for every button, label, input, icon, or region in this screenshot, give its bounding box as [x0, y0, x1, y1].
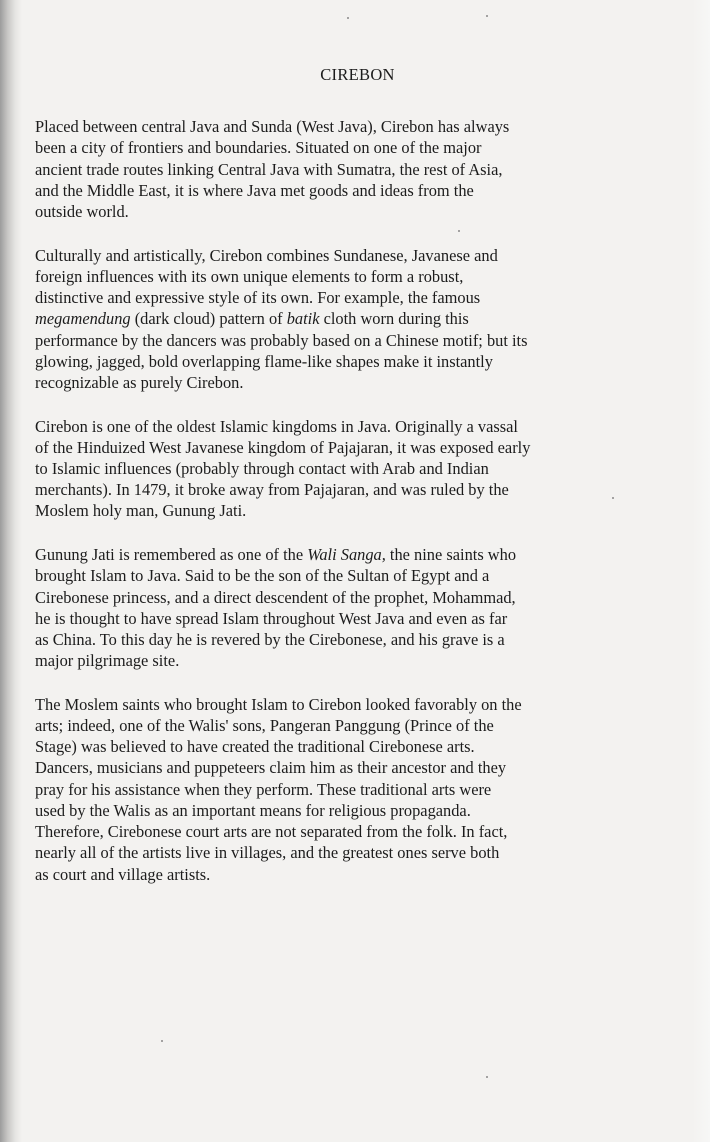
text-segment: (dark cloud) pattern of: [130, 309, 287, 329]
text-segment: nearly all of the artists live in villages, and the greatest ones serve both: [35, 843, 500, 863]
paragraph: [35, 694, 660, 885]
text-segment: megamendung: [35, 309, 131, 329]
text-segment: used by the Walis as an important means for religious propaganda.: [35, 800, 471, 820]
text-segment: recognizable as purely Cirebon.: [35, 372, 244, 392]
text-line: [35, 736, 660, 757]
text-segment: arts; indeed, one of the Walis' sons, Pangeran Panggung (Prince of the: [35, 716, 494, 736]
text-segment: Cirebon is one of the oldest Islamic kingdoms in Java. Originally a vassal: [35, 416, 518, 436]
paragraph: [35, 245, 660, 393]
text-segment: ancient trade routes linking Central Java with Sumatra, the rest of Asia,: [35, 159, 503, 179]
text-line: [35, 201, 660, 222]
text-line: [35, 351, 660, 372]
text-line: [35, 479, 660, 500]
text-line: [35, 565, 660, 586]
text-line: [35, 137, 660, 158]
text-line: [35, 757, 660, 778]
text-segment: The Moslem saints who brought Islam to Cirebon looked favorably on the: [35, 694, 522, 714]
paragraph: [35, 544, 660, 671]
text-segment: outside world.: [35, 202, 129, 222]
dust-speck: [486, 1076, 488, 1078]
text-segment: cloth worn during this: [319, 309, 469, 329]
text-segment: been a city of frontiers and boundaries. Situated on one of the major: [35, 138, 482, 158]
text-segment: Wali Sanga,: [307, 545, 386, 565]
text-segment: Dancers, musicians and puppeteers claim him as their ancestor and they: [35, 758, 507, 778]
text-segment: foreign influences with its own unique elements to form a robust,: [35, 266, 464, 286]
text-line: [35, 587, 660, 608]
text-line: [35, 416, 660, 437]
text-segment: of the Hinduized West Javanese kingdom of Pajajaran, it was exposed early: [35, 437, 531, 457]
text-segment: Culturally and artistically, Cirebon combines Sundanese, Javanese and: [35, 245, 498, 265]
dust-speck: [347, 17, 349, 19]
text-segment: batik: [286, 309, 320, 329]
text-segment: the nine saints who: [385, 545, 517, 565]
text-line: [35, 330, 660, 351]
text-line: [35, 116, 660, 137]
text-line: [35, 864, 660, 885]
dust-speck: [161, 1040, 163, 1042]
text-segment: he is thought to have spread Islam throughout West Java and even as far: [35, 608, 508, 628]
text-segment: distinctive and expressive style of its own. For example, the famous: [35, 288, 481, 308]
document-body: [35, 64, 660, 907]
text-segment: Placed between central Java and Sunda (West Java), Cirebon has always: [35, 117, 510, 137]
text-segment: pray for his assistance when they perform. These traditional arts were: [35, 779, 492, 799]
text-line: [35, 608, 660, 629]
text-segment: performance by the dancers was probably based on a Chinese motif; but its: [35, 330, 528, 350]
text-segment: as court and village artists.: [35, 864, 211, 884]
text-segment: Cirebonese princess, and a direct descendent of the prophet, Mohammad,: [35, 587, 516, 607]
text-line: [35, 715, 660, 736]
text-line: [35, 821, 660, 842]
text-segment: as China. To this day he is revered by the Cirebonese, and his grave is a: [35, 629, 505, 649]
text-line: [35, 629, 660, 650]
paragraph: [35, 116, 660, 222]
paragraph-list: [35, 116, 660, 885]
text-line: [35, 437, 660, 458]
text-line: [35, 650, 660, 671]
text-line: [35, 266, 660, 287]
text-line: [35, 159, 660, 180]
text-line: [35, 694, 660, 715]
text-line: [35, 779, 660, 800]
text-segment: merchants). In 1479, it broke away from Pajajaran, and was ruled by the: [35, 480, 509, 500]
text-line: [35, 245, 660, 266]
text-line: [35, 458, 660, 479]
text-segment: Gunung Jati is remembered as one of the: [35, 545, 308, 565]
text-segment: Moslem holy man, Gunung Jati.: [35, 501, 247, 521]
text-line: [35, 842, 660, 863]
binding-shadow: [0, 0, 22, 1142]
text-segment: Stage) was believed to have created the traditional Cirebonese arts.: [35, 737, 475, 757]
text-line: [35, 287, 660, 308]
text-segment: brought Islam to Java. Said to be the son of the Sultan of Egypt and a: [35, 566, 490, 586]
text-line: [35, 180, 660, 201]
text-segment: and the Middle East, it is where Java met goods and ideas from the: [35, 180, 474, 200]
page-title: CIREBON: [320, 65, 395, 84]
text-segment: glowing, jagged, bold overlapping flame-like shapes make it instantly: [35, 351, 493, 371]
paragraph: [35, 416, 660, 522]
dust-speck: [486, 15, 488, 17]
text-line: [35, 800, 660, 821]
text-segment: Therefore, Cirebonese court arts are not separated from the folk. In fact,: [35, 822, 508, 842]
text-line: [35, 372, 660, 393]
text-segment: major pilgrimage site.: [35, 651, 180, 671]
text-segment: to Islamic influences (probably through contact with Arab and Indian: [35, 459, 489, 479]
text-line: [35, 544, 660, 565]
text-line: [35, 500, 660, 521]
page-edge: [692, 0, 710, 1142]
text-line: [35, 308, 660, 329]
